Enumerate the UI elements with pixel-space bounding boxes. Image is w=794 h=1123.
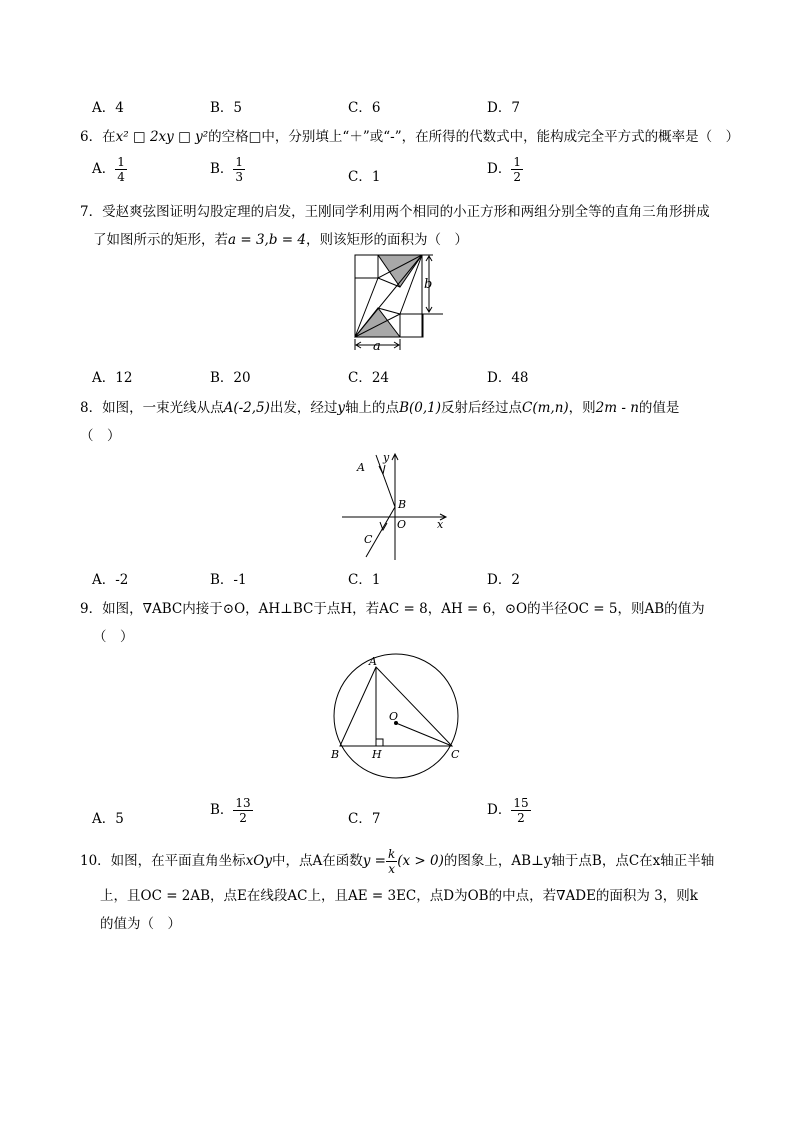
q8-stem-part1: 8．如图，一束光线从点 — [80, 400, 224, 416]
q7-label-a: a — [373, 339, 381, 352]
q7-small-square-bottom — [400, 314, 423, 337]
q9-option-a: A．5 — [92, 811, 124, 827]
q7-given-values: a = 3,b = 4 — [228, 232, 306, 248]
q8-stem-line1 — [80, 396, 679, 416]
q9-radius-oc — [396, 723, 452, 746]
q9-stem-line1: 9．如图，∇ABC内接于⊙O，AH⊥BC于点H，若AC = 8，AH = 6，⊙O的半径OC = 5，则AB的值为 — [80, 601, 705, 617]
q5-option-d: D．7 — [487, 100, 520, 116]
q10-stem-part1: 10．如图，在平面直角坐标 — [80, 853, 246, 869]
q10-function-lhs: y = — [362, 853, 386, 869]
q9-fig-label-b: B — [331, 748, 340, 761]
q6-option-a-label: A． — [92, 161, 116, 177]
q6-option-a-numerator: 1 — [117, 155, 125, 169]
q7-option-b: B．20 — [210, 370, 251, 386]
q9-option-c: C．7 — [348, 811, 381, 827]
q10-stem-line3: 的值为（ ） — [100, 916, 181, 932]
q9-option-d-denominator: 2 — [517, 811, 525, 825]
q10-function-numerator: k — [387, 847, 396, 861]
q9-option-b — [210, 797, 253, 824]
q8-stem-part5: ，则 — [568, 400, 596, 416]
q6-option-a — [92, 156, 127, 183]
q9-fig-label-h: H — [372, 748, 382, 761]
q6-stem — [80, 125, 739, 145]
q10-function-denominator: x — [388, 862, 396, 876]
q8-stem-part6: 的值是 — [638, 400, 680, 416]
q5-option-a: A．4 — [92, 100, 124, 116]
q10-stem-part3: 的图象上，AB⊥y轴于点B，点C在x轴正半轴 — [443, 853, 715, 869]
q10-stem-line2: 上，且OC = 2AB，点E在线段AC上，且AE = 3EC，点D为OB的中点，若∇ADE的面积为 3，则k — [100, 888, 698, 904]
q6-stem-suffix: 的空格□中，分别填上“＋”或“-”，在所得的代数式中，能构成完全平方式的概率是（ ） — [208, 129, 740, 145]
q6-option-b — [210, 156, 245, 183]
q8-fig-label-b: B — [398, 498, 407, 511]
q8-reflected-ray — [366, 507, 395, 557]
q6-expression: x² □ 2xy □ y² — [115, 129, 209, 145]
q8-fig-label-a: A — [357, 461, 365, 474]
q8-stem-line2: （ ） — [80, 428, 121, 444]
q6-option-d — [487, 156, 523, 183]
q9-option-b-label: B． — [210, 802, 234, 818]
q8-fig-label-c: C — [364, 533, 373, 546]
q6-stem-prefix: 6．在 — [80, 129, 116, 145]
q5-option-b: B．5 — [210, 100, 243, 116]
q9-option-d-label: D． — [487, 802, 512, 818]
q6-option-b-label: B． — [210, 161, 234, 177]
q8-point-a: A(-2,5) — [223, 400, 270, 416]
q8-option-c: C．1 — [348, 572, 381, 588]
q8-stem-part4: 反射后经过点 — [441, 400, 522, 416]
q10-coordinate-system: xOy — [245, 853, 272, 869]
q7-label-b: b — [424, 277, 433, 292]
q9-fig-label-a: A — [369, 655, 377, 668]
q8-point-b: B(0,1) — [399, 400, 441, 416]
q8-stem-part2: 出发，经过 — [269, 400, 338, 416]
q6-option-b-numerator: 1 — [235, 155, 244, 169]
q8-stem-part3: 轴上的点 — [345, 400, 400, 416]
q7-option-d: D．48 — [487, 370, 529, 386]
q6-option-d-numerator: 1 — [513, 155, 521, 169]
q6-option-d-label: D． — [487, 161, 512, 177]
q9-fig-label-c: C — [451, 748, 460, 761]
q8-point-c: C(m,n) — [522, 400, 569, 416]
q8-fig-label-y: y — [383, 451, 390, 464]
q9-option-b-numerator: 13 — [235, 796, 251, 810]
q9-triangle-abc — [340, 667, 452, 746]
q8-option-d: D．2 — [487, 572, 520, 588]
q6-option-b-denominator: 3 — [235, 170, 244, 184]
q8-axis-y: y — [337, 400, 346, 416]
q10-stem-line1 — [80, 848, 714, 875]
q8-option-a: A．-2 — [92, 572, 129, 588]
q7-stem-line2 — [93, 228, 468, 248]
q9-option-b-denominator: 2 — [239, 811, 247, 825]
q10-stem-part2: 中，点A在函数 — [272, 853, 363, 869]
q8-fig-label-x: x — [437, 518, 444, 531]
q7-stem-line2-prefix: 了如图所示的矩形，若 — [93, 232, 228, 248]
q8-reflection-figure — [340, 450, 455, 562]
q8-option-b: B．-1 — [210, 572, 247, 588]
q6-option-c: C．1 — [348, 169, 381, 185]
q7-small-square-top — [355, 255, 378, 278]
q7-option-a: A．12 — [92, 370, 133, 386]
q9-option-d — [487, 797, 531, 824]
q9-circle-figure — [328, 650, 466, 788]
q10-function-domain: (x > 0) — [397, 853, 444, 869]
q7-option-c: C．24 — [348, 370, 390, 386]
q6-option-d-denominator: 2 — [513, 170, 521, 184]
q7-stem-line2-suffix: ，则该矩形的面积为（ ） — [305, 232, 468, 248]
q9-fig-label-o: O — [389, 710, 399, 723]
q9-option-d-numerator: 15 — [513, 796, 529, 810]
q8-fig-label-o: O — [397, 518, 407, 531]
q7-rectangle-figure — [345, 250, 445, 352]
q5-option-c: C．6 — [348, 100, 381, 116]
q8-expression: 2m - n — [595, 400, 639, 416]
q6-option-a-denominator: 4 — [117, 170, 125, 184]
q9-stem-line2: （ ） — [93, 629, 134, 645]
q7-stem-line1: 7．受赵爽弦图证明勾股定理的启发，王刚同学利用两个相同的小正方形和两组分别全等的直角三角形拼成 — [80, 204, 710, 220]
